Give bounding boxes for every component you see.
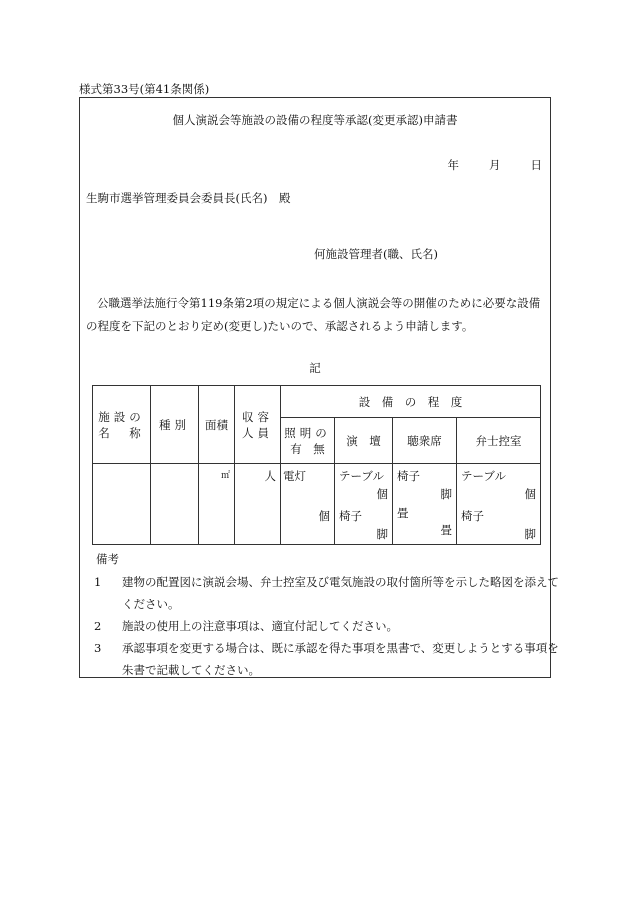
equipment-table [92, 385, 541, 545]
header-podium: 演 壇 [335, 418, 393, 464]
date-line [426, 157, 543, 173]
recipient: 生駒市選挙管理委員会委員長(氏名) 殿 [86, 191, 291, 205]
header-lawyer-room: 弁士控室 [457, 418, 541, 464]
cell-audience: 椅子 脚 畳 畳 [393, 464, 457, 545]
month-label: 月 [489, 158, 501, 172]
form-number: 様式第33号(第41条関係) [79, 82, 210, 96]
header-audience: 聴衆席 [393, 418, 457, 464]
header-type: 種別 [151, 386, 199, 464]
cell-podium: テーブル 個 椅子 脚 [335, 464, 393, 545]
cell-type [151, 464, 199, 545]
year-label: 年 [447, 158, 459, 172]
header-lighting: 照明の 有 無 [281, 418, 335, 464]
cell-lawyer-room: テーブル 個 椅子 脚 [457, 464, 541, 545]
cell-lighting: 電灯 個 [281, 464, 335, 545]
header-capacity: 収容 人員 [235, 386, 281, 464]
header-equipment-level: 設 備 の 程 度 [281, 386, 541, 418]
cell-area: ㎡ [199, 464, 235, 545]
header-area: 面積 [199, 386, 235, 464]
note-item: 1 建物の配置図に演説会場、弁士控室及び電気施設の取付箇所等を示した略図を添えてください。 [94, 575, 559, 611]
application-form [79, 97, 559, 678]
cell-facility-name [93, 464, 151, 545]
body-text: 公職選挙法施行令第119条第2項の規定による個人演説会等の開催のために必要な設備の程度を下記のとおり定め(変更し)たいので、承認されるよう申請します。 [86, 296, 541, 333]
day-label: 日 [530, 158, 542, 172]
applicant: 何施設管理者(職、氏名) [314, 247, 438, 261]
note-item: 3 承認事項を変更する場合は、既に承認を得た事項を黒書で、変更しようとする事項を朱書で記載してください。 [94, 641, 559, 677]
header-facility-name: 施設の 名 称 [93, 386, 151, 464]
ki-label: 記 [309, 361, 321, 375]
notes-heading: 備考 [96, 552, 119, 566]
form-title: 個人演説会等施設の設備の程度等承認(変更承認)申請書 [172, 113, 458, 127]
note-item: 2 施設の使用上の注意事項は、適宜付記してください。 [94, 619, 398, 633]
cell-capacity: 人 [235, 464, 281, 545]
